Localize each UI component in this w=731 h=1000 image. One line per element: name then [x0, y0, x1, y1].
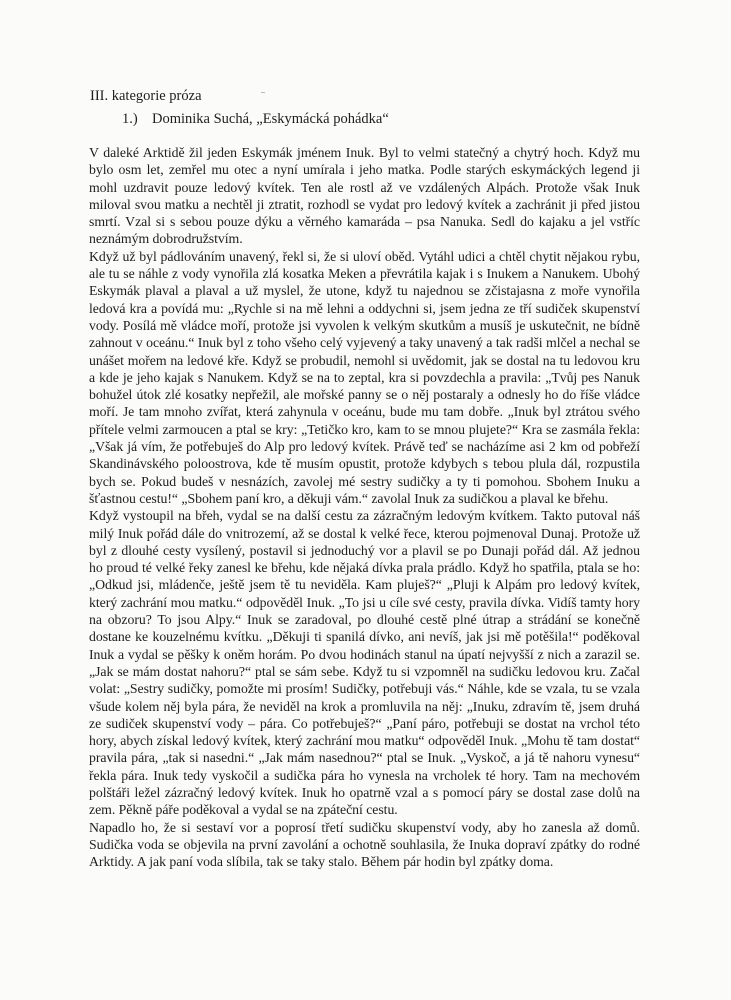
entry-number: 1.): [122, 111, 138, 127]
story-body: [89, 144, 640, 870]
scan-speck: [261, 92, 265, 93]
entry-title-line: [122, 110, 389, 128]
category-heading: III. kategorie próza: [90, 88, 202, 104]
entry-author-title: Dominika Suchá, „Eskymácká pohádka“: [152, 111, 389, 127]
story-paragraph: Napadlo ho, že si sestaví vor a poprosí třetí sudičku skupenství vody, aby ho zanesla až domů. Sudička voda se objevila na první zavolání a ochotně souhlasila, že Inuka dopraví zpátky do rodné Arktidy. A jak paní voda slíbila, tak se taky stalo. Během pár hodin byl zpátky doma.: [89, 819, 640, 870]
story-paragraph: Když vystoupil na břeh, vydal se na další cestu za zázračným ledovým kvítkem. Takto putoval náš milý Inuk pořád dále do vnitrozemí, až se dostal k velké řece, kterou pojmenoval Dunaj. Protože už byl z dlouhé cesty vysílený, postavil si jednoduchý vor a plavil se po Dunaji pořád dál. Až jednou ho proud té velké řeky zanesl ke břehu, kde nějaká dívka prala prádlo. Když ho spatřila, ptala se ho: „Odkud jsi, mládenče, ještě jsem tě tu neviděla. Kam pluješ?“ „Pluji k Alpám pro ledový kvítek, který zachrání mou matku.“ odpověděl Inuk. „To jsi u cíle své cesty, pravila dívka. Vidíš tamty hory na obzoru? To jsou Alpy.“ Inuk se zaradoval, po dlouhé cestě plné útrap a strádání se konečně dostane ke kouzelnému kvítku. „Děkuji ti spanilá dívko, ani nevíš, jak jsi mě potěšila!“ poděkoval Inuk a vydal se pěšky k oněm horám. Po dvou hodinách stanul na úpatí nejvyšší z nich a zarazil se. „Jak se mám dostat nahoru?“ ptal se sám sebe. Když tu si vzpomněl na sudičku ledovou kru. Začal volat: „Sestry sudičky, pomožte mi prosím! Sudičky, potřebuji vás.“ Náhle, kde se vzala, tu se vzala všude kolem něj byla pára, že neviděl na krok a promluvila na něj: „Inuku, zdravím tě, jsem druhá ze sudiček skupenství vody – pára. Co potřebuješ?“ „Paní páro, potřebuji se dostat na vrchol této hory, abych získal ledový kvítek, který zachrání mou matku“ odpověděl Inuk. „Mohu tě tam dostat“ pravila pára, „tak si nasedni.“ „Jak mám nasednou?“ ptal se Inuk. „Vyskoč, a já tě nahoru vynesu“ řekla pára. Inuk tedy vyskočil a sudička pára ho vynesla na vrcholek té hory. Tam na mechovém polštáři ležel zázračný ledový kvítek. Inuk ho opatrně vzal a s pomocí páry se dostal zase dolů na zem. Pěkně páře poděkoval a vydal se na zpáteční cestu.: [89, 508, 640, 818]
story-paragraph: Když už byl pádlováním unavený, řekl si, že si uloví oběd. Vytáhl udici a chtěl chytit nějakou rybu, ale tu se náhle z vody vynořila zlá kosatka Meken a převrátila kajak i s Inukem a Nanukem. Ubohý Eskymák plaval a plaval a už myslel, že utone, když tu najednou se zčistajasna z moře vynořila ledová kra a povídá mu: „Rychle si na mě lehni a oddychni si, jsem jedna ze tří sudiček skupenství vody. Posílá mě vládce moří, protože jsi vyvolen k velkým skutkům a musíš je uskutečnit, ne bídně zahnout v oceánu.“ Inuk byl z toho všeho celý vyjevený a taky unavený a tak radši mlčel a nechal se unášet mořem na ledové kře. Když se probudil, nemohl si uvědomit, jak se dostal na tu ledovou kru a kde je jeho kajak s Nanukem. Když se na to zeptal, kra si povzdechla a pravila: „Tvůj pes Nanuk bohužel útok zlé kosatky nepřežil, ale mořské panny se o něj postaraly a odnesly ho do říše vládce moří. Je tam mnoho zvířat, která zahynula v oceánu, bude mu tam dobře. „Inuk byl ztrátou svého přítele velmi zarmoucen a ptal se kry: „Tetičko kro, kam to se mnou plujete?“ Kra se zasmála řekla: „Však já vím, že potřebuješ do Alp pro ledový kvítek. Právě teď se nacházíme asi 2 km od pobřeží Skandinávského poloostrova, kde tě musím opustit, protože kdybych s tebou plula dál, rozpustila bych se. Pokud budeš v nesnázích, zavolej mé sestry sudičky a ty ti pomohou. Sbohem Inuku a šťastnou cestu!“ „Sbohem paní kro, a děkuji vám.“ zavolal Inuk za sudičkou a plaval ke břehu.: [89, 248, 640, 506]
story-paragraph: V daleké Arktidě žil jeden Eskymák jménem Inuk. Byl to velmi statečný a chytrý hoch. Když mu bylo osm let, zemřel mu otec a nyní umírala i jeho matka. Podle starých eskymáckých legend ji mohl uzdravit pouze ledový kvítek. Ten ale rostl až ve vzdálených Alpách. Protože však Inuk miloval svou matku a nechtěl ji ztratit, rozhodl se vydat pro ledový kvítek a zachránit ji před jistou smrtí. Vzal si s sebou pouze dýku a věrného kamaráda – psa Nanuka. Sedl do kajaku a jel vstříc neznámým dobrodružstvím.: [89, 145, 640, 247]
